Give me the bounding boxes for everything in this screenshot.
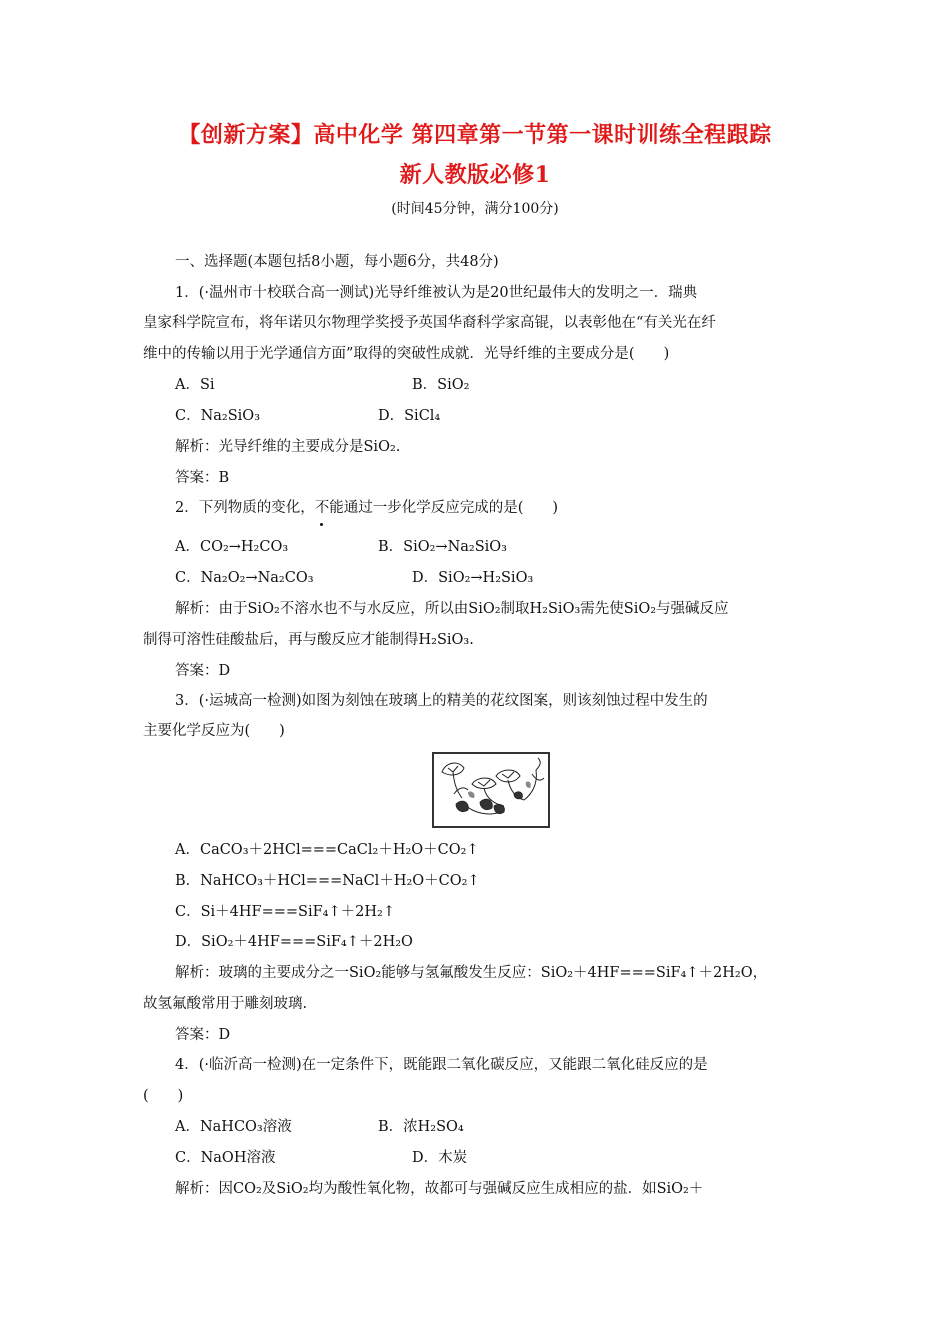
q4-stem-line2: ( ) — [143, 1088, 184, 1104]
q3-answer: 答案：D — [175, 1027, 231, 1043]
q1-option-d: D．SiCl₄ — [378, 408, 441, 424]
q4-analysis-line1: 解析：因CO₂及SiO₂均为酸性氧化物，故都可与强碱反应生成相应的盐．如SiO₂＋ — [175, 1181, 704, 1197]
q2-stem-pre: 2．下列物质的变化， — [175, 500, 315, 516]
q2-stem-emphasis: 不 — [314, 500, 330, 516]
q4-stem-line1: 4．(·临沂高一检测)在一定条件下，既能跟二氧化碳反应，又能跟二氧化硅反应的是 — [175, 1057, 708, 1073]
q2-stem-post: 能通过一步化学反应完成的是( ) — [329, 500, 559, 516]
q3-stem-line1: 3．(·运城高一检测)如图为刻蚀在玻璃上的精美的花纹图案，则该刻蚀过程中发生的 — [175, 693, 708, 709]
q2-option-c: C．Na₂O₂→Na₂CO₃ — [175, 570, 314, 586]
q1-option-a: A．Si — [175, 377, 215, 393]
q1-analysis: 解析：光导纤维的主要成分是SiO₂. — [175, 439, 401, 455]
q2-option-a: A．CO₂→H₂CO₃ — [175, 539, 289, 555]
q2-option-d: D．SiO₂→H₂SiO₃ — [412, 570, 534, 586]
q3-option-b: B．NaHCO₃＋HCl===NaCl＋H₂O＋CO₂↑ — [175, 873, 480, 889]
q1-stem-line3: 维中的传输以用于光学通信方面”取得的突破性成就．光导纤维的主要成分是( ) — [143, 346, 670, 362]
q1-stem-line1: 1．(·温州市十校联合高一测试)光导纤维被认为是20世纪最伟大的发明之一．瑞典 — [175, 285, 698, 301]
q4-option-b: B．浓H₂SO₄ — [378, 1119, 464, 1135]
etched-glass-flower-figure — [432, 752, 550, 828]
q3-option-a: A．CaCO₃＋2HCl===CaCl₂＋H₂O＋CO₂↑ — [175, 842, 479, 858]
q2-analysis-line2: 制得可溶性硅酸盐后，再与酸反应才能制得H₂SiO₃. — [143, 632, 474, 648]
q1-option-c: C．Na₂SiO₃ — [175, 408, 261, 424]
q3-analysis-line1: 解析：玻璃的主要成分之一SiO₂能够与氢氟酸发生反应：SiO₂＋4HF===SiF₄↑＋2H₂O， — [175, 965, 768, 981]
q1-option-b: B．SiO₂ — [412, 377, 470, 393]
document-title-line1: 【创新方案】高中化学 第四章第一节第一课时训练全程跟踪 — [178, 122, 772, 148]
flower-pattern-illustration — [434, 754, 548, 826]
q2-option-b: B．SiO₂→Na₂SiO₃ — [378, 539, 507, 555]
document-title-line2: 新人教版必修1 — [399, 162, 551, 188]
q1-stem-line2: 皇家科学院宣布，将年诺贝尔物理学奖授予英国华裔科学家高锟，以表彰他在“有关光在纤 — [143, 315, 716, 331]
q4-option-d: D．木炭 — [412, 1150, 468, 1166]
q3-stem-line2: 主要化学反应为( ) — [143, 723, 285, 739]
q4-option-a: A．NaHCO₃溶液 — [175, 1119, 292, 1135]
q3-analysis-line2: 故氢氟酸常用于雕刻玻璃. — [143, 996, 308, 1012]
q2-stem — [175, 498, 558, 518]
section-heading: 一、选择题(本题包括8小题，每小题6分，共48分) — [175, 254, 499, 270]
q2-analysis-line1: 解析：由于SiO₂不溶水也不与水反应，所以由SiO₂制取H₂SiO₃需先使SiO₂与强碱反应 — [175, 601, 729, 617]
q2-answer: 答案：D — [175, 663, 231, 679]
q1-answer: 答案：B — [175, 470, 230, 486]
q4-option-c: C．NaOH溶液 — [175, 1150, 276, 1166]
q3-option-c: C．Si＋4HF===SiF₄↑＋2H₂↑ — [175, 904, 395, 920]
q3-option-d: D．SiO₂＋4HF===SiF₄↑＋2H₂O — [175, 934, 413, 950]
document-subtitle: (时间45分钟，满分100分) — [391, 201, 559, 217]
